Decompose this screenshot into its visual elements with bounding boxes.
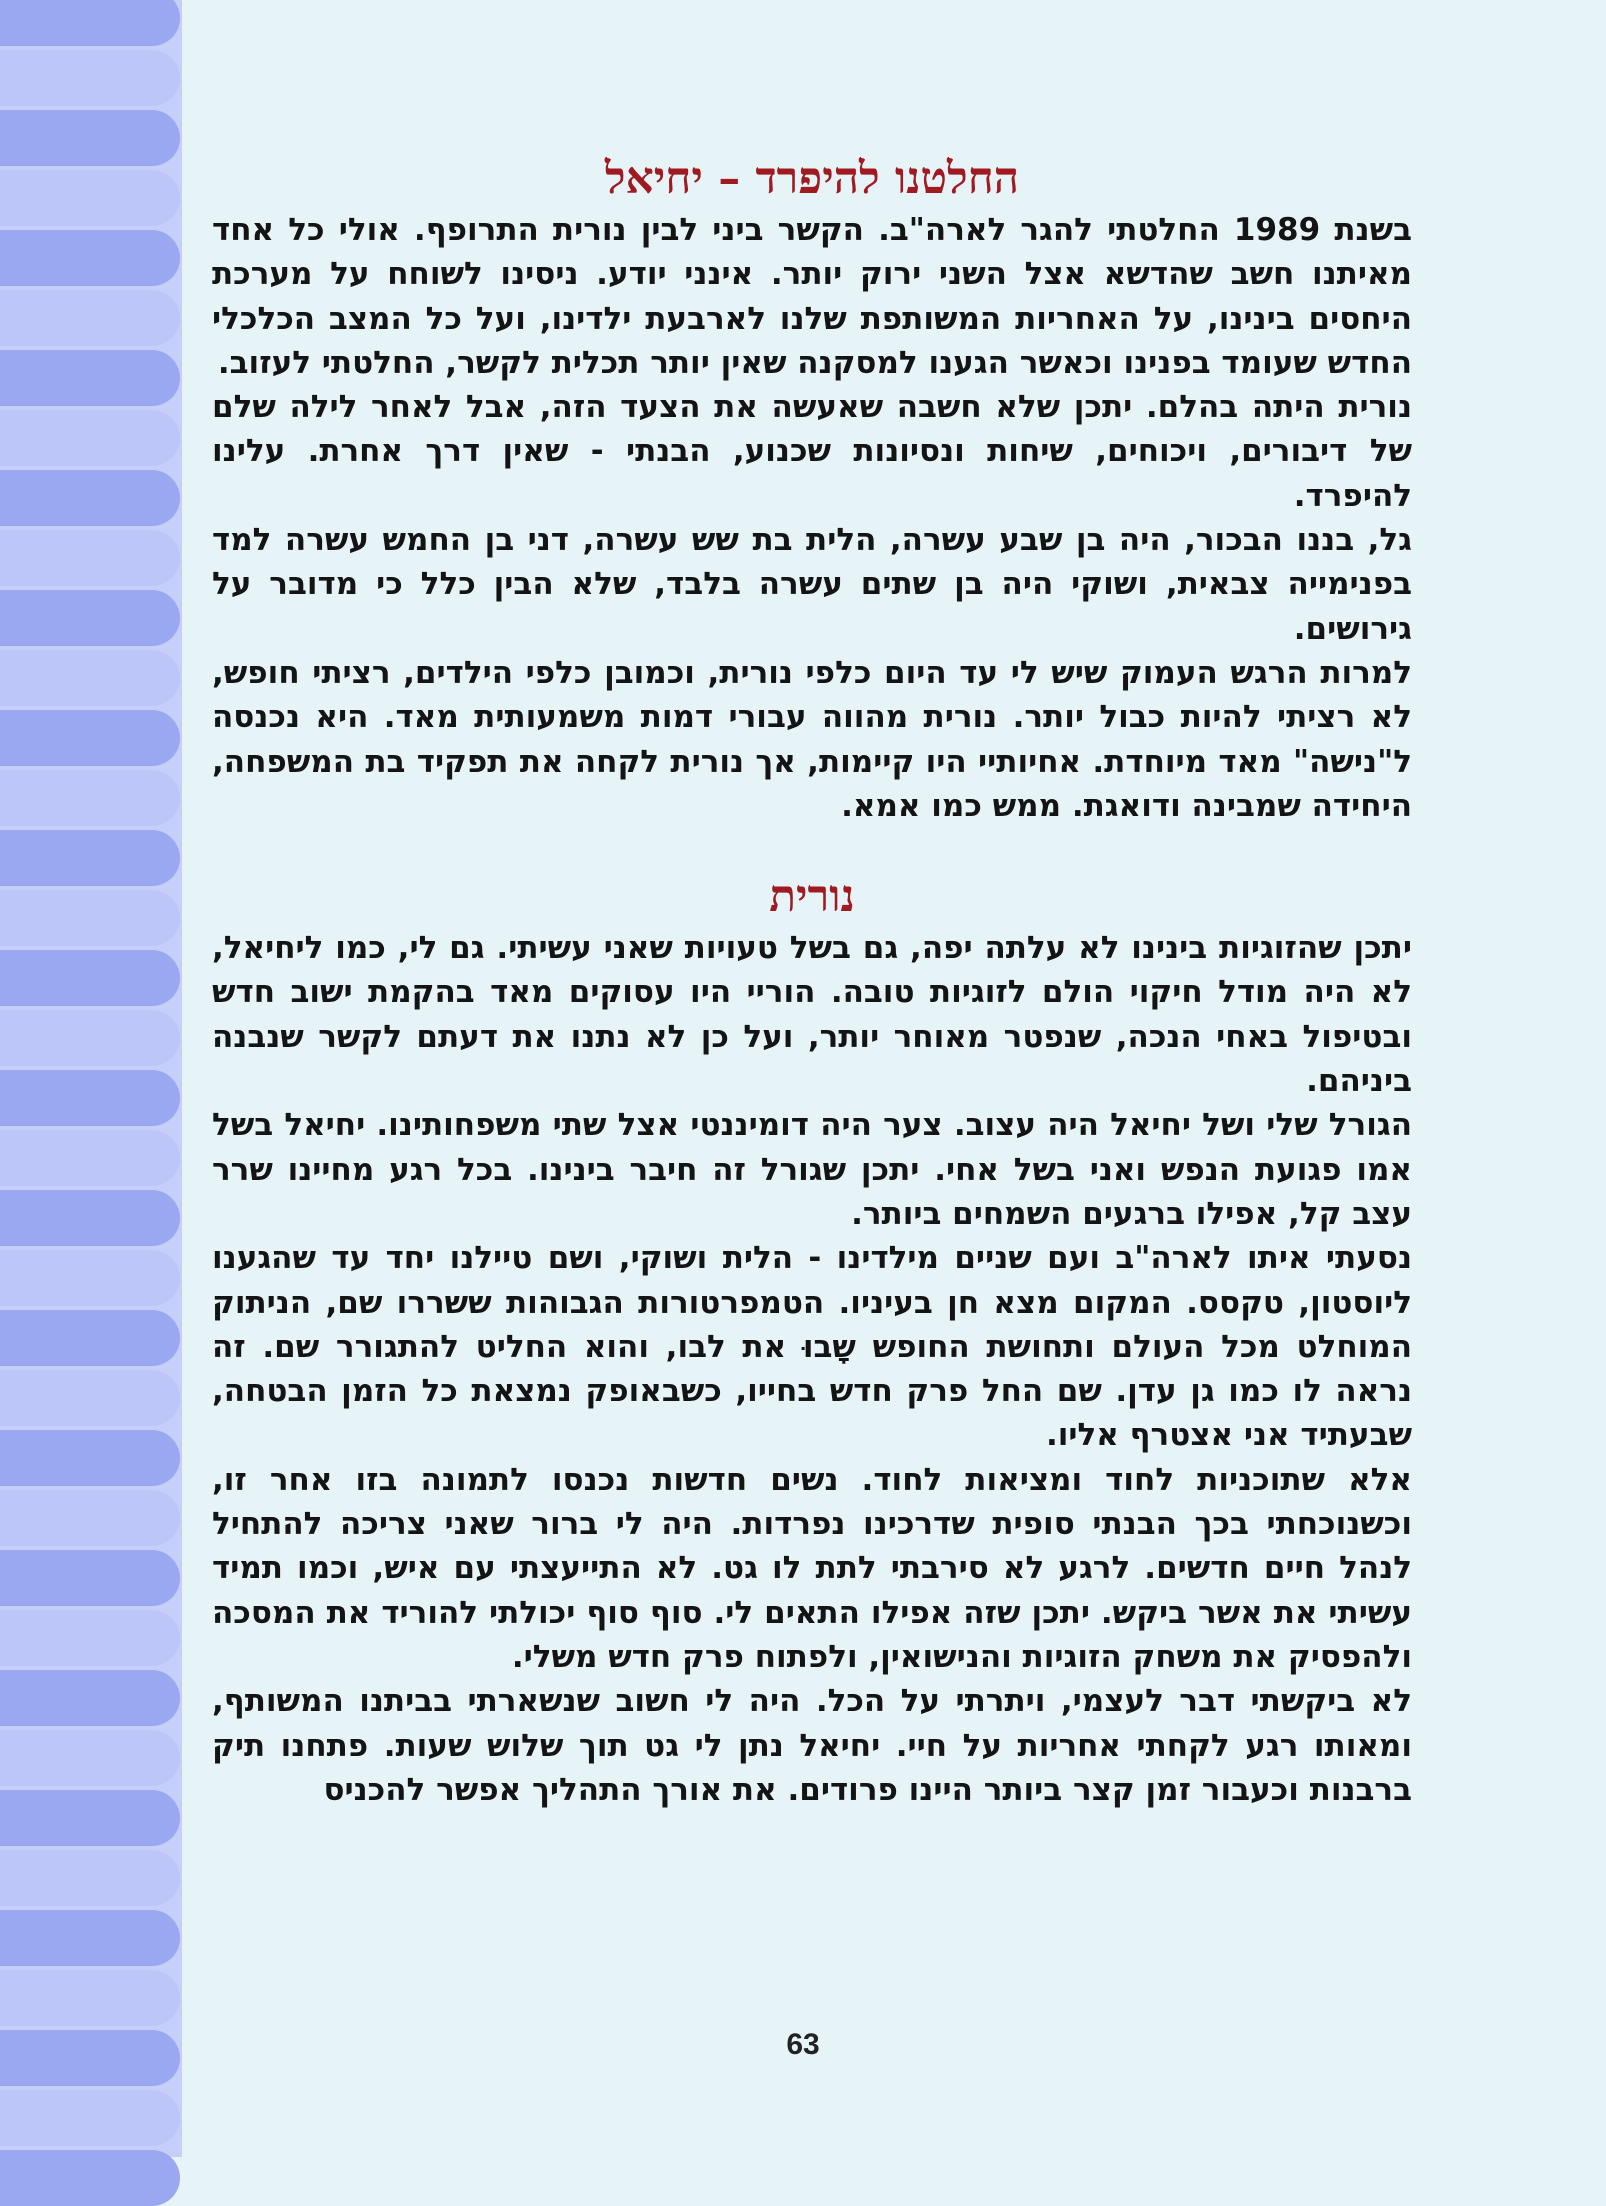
page-content: [212, 150, 1412, 1812]
section-yechiel: [212, 150, 1412, 828]
paragraph: למרות הרגש העמוק שיש לי עד היום כלפי נורית, וכמובן כלפי הילדים, רציתי חופש, לא רציתי להיות כבול יותר. נורית מהווה עבורי דמות משמעותית מאד. היא נכנסה ל"נישה" מאד מיוחדת. אחיותיי היו קיימות, אך נורית לקחה את תפקיד בת המשפחה, היחידה שמבינה ודואגת. ממש כמו אמא.: [212, 654, 1412, 824]
decorative-stripe-border: [0, 0, 182, 2157]
section-title: נורית: [769, 871, 855, 923]
decorative-stripe: [0, 1490, 180, 1546]
decorative-stripe: [0, 1370, 180, 1426]
paragraph: גל, בננו הבכור, היה בן שבע עשרה, הלית בת שש עשרה, דני בן החמש עשרה למד בפנימייה צבאית, ושוקי היה בן שתים עשרה בלבד, שלא הבין כלל כי מדובר על גירושים.: [212, 522, 1412, 647]
decorative-stripe: [0, 0, 180, 46]
decorative-stripe: [0, 830, 180, 886]
decorative-stripe: [0, 530, 180, 586]
decorative-stripe: [0, 1670, 180, 1726]
decorative-stripe: [0, 1250, 180, 1306]
decorative-stripe: [0, 1430, 180, 1486]
decorative-stripe: [0, 2150, 180, 2206]
decorative-stripe: [0, 350, 180, 406]
decorative-stripe: [0, 290, 180, 346]
decorative-stripe: [0, 1550, 180, 1606]
page-number: 63: [786, 2028, 820, 2061]
decorative-stripe: [0, 890, 180, 946]
section-gap: [212, 828, 1412, 868]
paragraph: יתכן שהזוגיות בינינו לא עלתה יפה, גם בשל טעויות שאני עשיתי. גם לי, כמו ליחיאל, לא היה מודל חיקוי הולם לזוגיות טובה. הוריי היו עסוקים מאד בהקמת ישוב חדש ובטיפול באחי הנכה, שנפטר מאוחר יותר, ועל כן לא נתנו את דעתם לקשר שנבנה ביניהם.: [212, 930, 1412, 1100]
paragraph: נסעתי איתו לארה"ב ועם שניים מילדינו - הלית ושוקי, ושם טיילנו יחד עד שהגענו ליוסטון, טקסס. המקום מצא חן בעיניו. הטמפרטורות הגבוהות ששררו שם, הניתוק המוחלט מכל העולם ותחושת החופש שָבוּ את לבו, והוא החליט להתגורר שם. זה נראה לו כמו גן עדן. שם החל פרק חדש בחייו, כשבאופק נמצאת כל הזמן הבטחה, שבעתיד אני אצטרף אליו.: [212, 1240, 1412, 1454]
decorative-stripe: [0, 1730, 180, 1786]
decorative-stripe: [0, 650, 180, 706]
decorative-stripe: [0, 1310, 180, 1366]
decorative-stripe: [0, 1070, 180, 1126]
decorative-stripe: [0, 230, 180, 286]
decorative-stripe: [0, 770, 180, 826]
decorative-stripe: [0, 1850, 180, 1906]
decorative-stripe: [0, 470, 180, 526]
section-nurit: [212, 868, 1412, 1812]
decorative-stripe: [0, 1190, 180, 1246]
paragraph: הגורל שלי ושל יחיאל היה עצוב. צער היה דומיננטי אצל שתי משפחותינו. יחיאל בשל אמו פגועת הנפש ואני בשל אחי. יתכן שגורל זה חיבר בינינו. בכל רגע מחיינו שרר עצב קל, אפילו ברגעים השמחים ביותר.: [212, 1107, 1412, 1232]
decorative-stripe: [0, 1970, 180, 2026]
decorative-stripe: [0, 1910, 180, 1966]
paragraph: בשנת 1989 החלטתי להגר לארה"ב. הקשר ביני לבין נורית התרופף. אולי כל אחד מאיתנו חשב שהדשא אצל השני ירוק יותר. אינני יודע. ניסינו לשוחח על מערכת היחסים בינינו, על האחריות המשותפת שלנו לארבעת ילדינו, ועל כל המצב הכלכלי החדש שעומד בפנינו וכאשר הגענו למסקנה שאין יותר תכלית לקשר, החלטתי לעזוב.: [212, 212, 1412, 381]
decorative-stripe: [0, 1010, 180, 1066]
decorative-stripe: [0, 1130, 180, 1186]
decorative-stripe: [0, 2090, 180, 2146]
decorative-stripe: [0, 170, 180, 226]
decorative-stripe: [0, 1610, 180, 1666]
decorative-stripe: [0, 950, 180, 1006]
decorative-stripe: [0, 590, 180, 646]
decorative-stripe: [0, 710, 180, 766]
paragraph: לא ביקשתי דבר לעצמי, ויתרתי על הכל. היה לי חשוב שנשארתי בביתנו המשותף, ומאותו רגע לקחתי אחריות על חיי. יחיאל נתן לי גט תוך שלוש שעות. פתחנו תיק ברבנות וכעבור זמן קצר ביותר היינו פרודים. את אורך התהליך אפשר להכניס: [212, 1683, 1412, 1808]
decorative-stripe: [0, 1790, 180, 1846]
paragraph: נורית היתה בהלם. יתכן שלא חשבה שאעשה את הצעד הזה, אבל לאחר לילה שלם של דיבורים, ויכוחים, שיחות ונסיונות שכנוע, הבנתי - שאין דרך אחרת. עלינו להיפרד.: [212, 389, 1412, 514]
decorative-stripe: [0, 110, 180, 166]
section-title: החלטנו להיפרד – יחיאל: [604, 153, 1020, 204]
paragraph: אלא שתוכניות לחוד ומציאות לחוד. נשים חדשות נכנסו לתמונה בזו אחר זו, וכשנוכחתי בכך הבנתי סופית שדרכינו נפרדות. היה לי ברור שאני צריכה להתחיל לנהל חיים חדשים. לרגע לא סירבתי לתת לו גט. לא התייעצתי עם איש, וכמו תמיד עשיתי את אשר ביקש. יתכן שזה אפילו התאים לי. סוף סוף יכולתי להוריד את המסכה ולהפסיק את משחק הזוגיות והנישואין, ולפתוח פרק חדש משלי.: [212, 1461, 1412, 1675]
decorative-stripe: [0, 410, 180, 466]
decorative-stripe: [0, 50, 180, 106]
